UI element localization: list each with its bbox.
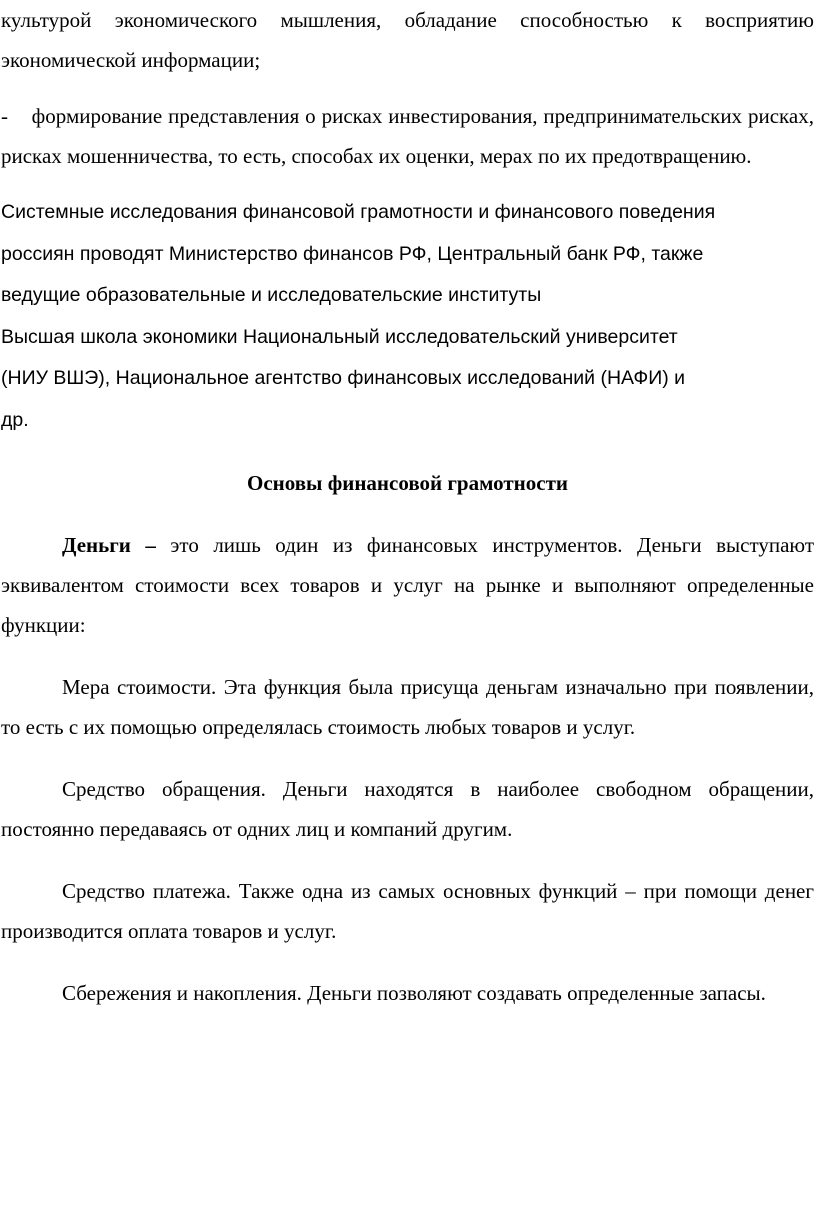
text-line: ведущие образовательные и исследовательские институты [1,284,542,306]
paragraph-money-definition [1,525,814,645]
paragraph-risk-representation: - формирование представления о рисках инвестирования, предпринимательских рисках, рисках мошенничества, то есть, способах их оценки, мерах по их предотвращению. [1,104,814,168]
text-line: (НИУ ВШЭ), Национальное агентство финансовых исследований (НАФИ) и [1,367,686,389]
text-line: Высшая школа экономики Национальный исследовательский университет [1,325,678,348]
money-definition-text: это лишь один из финансовых инструментов. Деньги выступают эквивалентом стоимости всех товаров и услуг на рынке и выполняют определенные функции: [1,533,814,637]
text-line: россиян проводят Министерство финансов РФ, Центральный банк РФ, также [1,242,704,265]
paragraph-research-institutions [1,192,814,441]
paragraph-means-of-payment: Средство платежа. Также одна из самых основных функций – при помощи денег производится оплата товаров и услуг. [1,879,814,943]
section-heading: Основы финансовой грамотности [246,471,568,495]
paragraph-savings: Сбережения и накопления. Деньги позволяют создавать определенные запасы. [62,981,766,1005]
money-term: Деньги – [62,533,156,557]
text-line: др. [1,408,29,431]
text-line: Системные исследования финансовой грамотности и финансового поведения [1,201,716,223]
paragraph-economic-thinking: культурой экономического мышления, обладание способностью к восприятию экономической информации; [1,8,814,72]
paragraph-medium-of-exchange: Средство обращения. Деньги находятся в наиболее свободном обращении, постоянно передаваясь от одних лиц и компаний другим. [1,777,814,841]
paragraph-measure-of-value: Мера стоимости. Эта функция была присуща деньгам изначально при появлении, то есть с их помощью определялась стоимость любых товаров и услуг. [1,675,814,739]
